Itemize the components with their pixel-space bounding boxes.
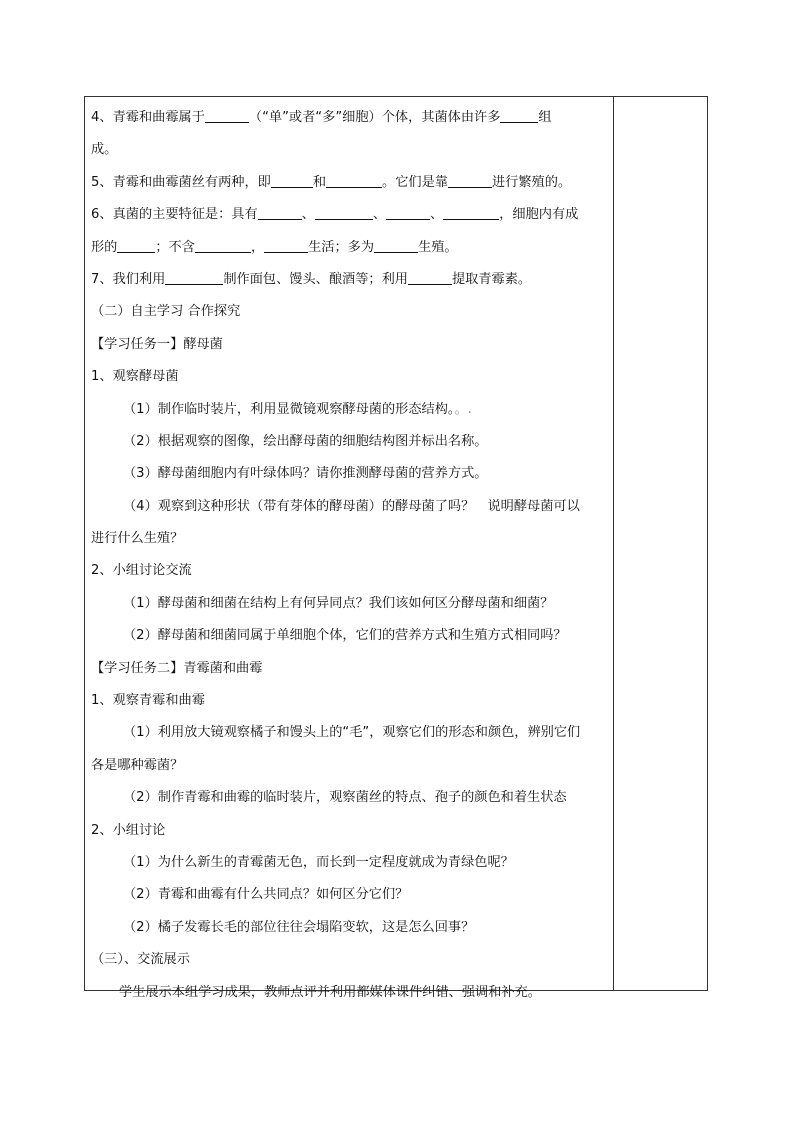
task-2-step-2-item-1: （1）为什么新生的青霉菌无色，而长到一定程度就成为青绿色呢？ — [123, 854, 514, 870]
answer-blank[interactable] — [443, 206, 499, 220]
task-1-step-1-item-4: （4）观察到这种形状（带有芽体的酵母菌）的酵母菌了吗？ 说明酵母菌可以 — [123, 498, 580, 514]
answer-blank[interactable] — [408, 271, 452, 285]
answer-blank[interactable] — [195, 238, 251, 252]
answer-blank[interactable] — [117, 238, 155, 252]
section-heading-3: （三）、交流展示 — [91, 952, 190, 968]
task-2-step-1-item-2: （2）制作青霉和曲霉的临时装片，观察菌丝的特点、孢子的颜色和着生状态 — [123, 790, 567, 806]
question-6: 6、真菌的主要特征是：具有 、 、 、 ，细胞内有成 — [91, 207, 579, 223]
task-1-step-1-item-2: （2）根据观察的图像，绘出酵母菌的细胞结构图并标出名称。 — [123, 433, 488, 449]
answer-blank[interactable] — [326, 174, 382, 188]
task-1-step-1-item-3: （3）酵母菌细胞内有叶绿体吗？请你推测酵母菌的营养方式。 — [123, 466, 488, 482]
question-7: 7、我们利用 制作面包、馒头、酿酒等；利用 提取青霉素。 — [91, 271, 532, 287]
task-1-step-1: 1、观察酵母菌 — [91, 369, 179, 385]
task-2-step-1-item-1: （1）利用放大镜观察橘子和馒头上的“毛”，观察它们的形态和颜色，辨别它们 — [123, 725, 581, 741]
task-2-step-1-item-1-continued: 各是哪种霉菌？ — [91, 757, 184, 773]
task-2-step-2-item-3: （2）橘子发霉长毛的部位往往会塌陷变软，这是怎么回事？ — [123, 919, 475, 935]
answer-blank[interactable] — [271, 174, 313, 188]
answer-blank[interactable] — [315, 206, 373, 220]
section-heading-2: （二）自主学习 合作探究 — [91, 304, 241, 320]
task-1-step-2: 2、小组讨论交流 — [91, 563, 192, 579]
answer-blank[interactable] — [258, 206, 302, 220]
task-1-step-2-item-2: （2）酵母菌和细菌同属于单细胞个体，它们的营养方式和生殖方式相同吗？ — [123, 628, 567, 644]
answer-blank[interactable] — [374, 238, 418, 252]
worksheet-table — [84, 96, 708, 1000]
task-1-step-2-item-1: （1）酵母菌和细菌在结构上有何异同点？我们该如何区分酵母菌和细菌？ — [123, 595, 554, 611]
task-2-step-2-item-2: （2）青霉和曲霉有什么共同点？如何区分它们？ — [123, 887, 409, 903]
answer-blank[interactable] — [205, 109, 249, 123]
answer-blank[interactable] — [500, 109, 538, 123]
main-content-cell — [91, 102, 606, 1009]
column-divider — [613, 97, 614, 990]
question-4-continued: 成。 — [91, 142, 118, 158]
answer-blank[interactable] — [386, 206, 430, 220]
section-3-text: 学生展示本组学习成果，教师点评并利用都媒体课件纠错、强调和补充。 — [119, 984, 541, 1000]
answer-blank[interactable] — [448, 174, 492, 188]
task-1-step-1-item-4-continued: 进行什么生殖？ — [91, 531, 184, 547]
task-2-step-2: 2、小组讨论 — [91, 822, 166, 838]
task-1-heading: 【学习任务一】酵母菌 — [91, 336, 223, 352]
task-2-step-1: 1、观察青霉和曲霉 — [91, 693, 205, 709]
task-1-step-1-item-1: （1）制作临时装片，利用显微镜观察酵母菌的形态结构。。. — [123, 401, 472, 417]
question-6-continued: 形的 ；不含 ， 生活；多为 生殖。 — [91, 239, 458, 255]
question-4: 4、青霉和曲霉属于 （“单”或者“多”细胞）个体，其菌体由许多 组 — [91, 110, 552, 125]
question-5: 5、青霉和曲霉菌丝有两种，即 和 。它们是靠 进行繁殖的。 — [91, 174, 572, 190]
answer-blank[interactable] — [165, 271, 223, 285]
answer-blank[interactable] — [264, 238, 308, 252]
task-2-heading: 【学习任务二】青霉菌和曲霉 — [91, 660, 263, 676]
